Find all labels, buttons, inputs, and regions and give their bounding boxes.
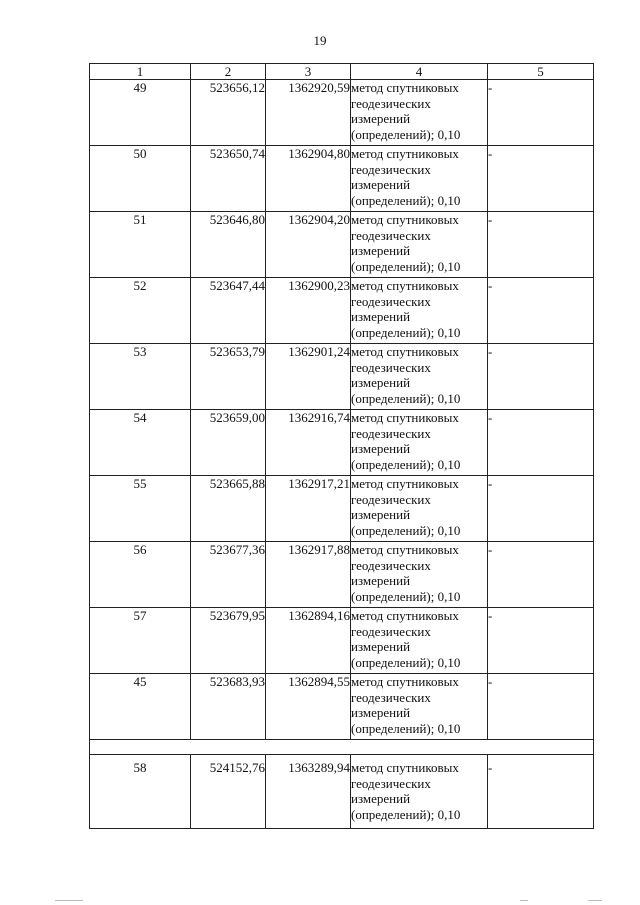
method-line: геодезических (351, 557, 431, 573)
method-line: метод спутниковых (351, 146, 459, 161)
x-coordinate-cell: 523653,79 (191, 344, 266, 410)
method-line: измерений (351, 507, 411, 522)
method-cell (351, 542, 488, 608)
method-line: (определений); 0,10 (351, 390, 461, 406)
method-line: геодезических (351, 95, 431, 111)
method-line: геодезических (351, 491, 431, 507)
point-number-cell: 49 (90, 80, 191, 146)
x-coordinate-cell: 524152,76 (191, 755, 266, 829)
point-number-cell: 53 (90, 344, 191, 410)
method-line: измерений (351, 375, 411, 390)
y-coordinate-cell: 1363289,94 (266, 755, 351, 829)
y-coordinate-cell: 1362917,21 (266, 476, 351, 542)
method-line: (определений); 0,10 (351, 192, 461, 208)
point-number-cell: 51 (90, 212, 191, 278)
point-number-cell: 58 (90, 755, 191, 829)
method-cell (351, 146, 488, 212)
table-body (90, 80, 594, 829)
method-line: измерений (351, 111, 411, 126)
x-coordinate-cell: 523665,88 (191, 476, 266, 542)
note-cell: - (488, 212, 594, 278)
method-cell (351, 212, 488, 278)
point-number-cell: 50 (90, 146, 191, 212)
table-row (90, 278, 594, 344)
note-cell: - (488, 410, 594, 476)
method-line: измерений (351, 441, 411, 456)
x-coordinate-cell: 523656,12 (191, 80, 266, 146)
method-line: (определений); 0,10 (351, 806, 461, 822)
method-line: метод спутниковых (351, 278, 459, 293)
table-row (90, 212, 594, 278)
y-coordinate-cell: 1362894,55 (266, 674, 351, 740)
method-line: метод спутниковых (351, 542, 459, 557)
point-number-cell: 54 (90, 410, 191, 476)
method-cell (351, 410, 488, 476)
table-row (90, 410, 594, 476)
method-cell (351, 755, 488, 829)
point-number-cell: 57 (90, 608, 191, 674)
method-line: геодезических (351, 227, 431, 243)
x-coordinate-cell: 523646,80 (191, 212, 266, 278)
x-coordinate-cell: 523677,36 (191, 542, 266, 608)
x-coordinate-cell: 523647,44 (191, 278, 266, 344)
y-coordinate-cell: 1362904,80 (266, 146, 351, 212)
method-cell (351, 80, 488, 146)
table-row (90, 674, 594, 740)
y-coordinate-cell: 1362917,88 (266, 542, 351, 608)
table-row (90, 80, 594, 146)
note-cell: - (488, 755, 594, 829)
method-cell (351, 476, 488, 542)
note-cell: - (488, 344, 594, 410)
note-cell: - (488, 146, 594, 212)
point-number-cell: 56 (90, 542, 191, 608)
table-row (90, 476, 594, 542)
table-row (90, 146, 594, 212)
method-line: (определений); 0,10 (351, 324, 461, 340)
method-line: метод спутниковых (351, 476, 459, 491)
y-coordinate-cell: 1362894,16 (266, 608, 351, 674)
table-header-row (90, 64, 594, 80)
note-cell: - (488, 80, 594, 146)
scan-footer-marks (0, 896, 640, 905)
y-coordinate-cell: 1362916,74 (266, 410, 351, 476)
method-cell (351, 278, 488, 344)
method-line: метод спутниковых (351, 410, 459, 425)
method-line: метод спутниковых (351, 760, 459, 775)
header-col-5: 5 (488, 64, 594, 80)
method-line: геодезических (351, 425, 431, 441)
method-line: измерений (351, 705, 411, 720)
table-row (90, 608, 594, 674)
method-line: (определений); 0,10 (351, 654, 461, 670)
method-line: измерений (351, 573, 411, 588)
method-cell (351, 344, 488, 410)
x-coordinate-cell: 523659,00 (191, 410, 266, 476)
method-line: метод спутниковых (351, 344, 459, 359)
method-line: (определений); 0,10 (351, 588, 461, 604)
point-number-cell: 52 (90, 278, 191, 344)
method-line: геодезических (351, 623, 431, 639)
method-line: измерений (351, 243, 411, 258)
method-cell (351, 608, 488, 674)
method-line: метод спутниковых (351, 608, 459, 623)
note-cell: - (488, 542, 594, 608)
y-coordinate-cell: 1362920,59 (266, 80, 351, 146)
method-line: геодезических (351, 293, 431, 309)
method-line: (определений); 0,10 (351, 456, 461, 472)
method-line: метод спутниковых (351, 212, 459, 227)
x-coordinate-cell: 523683,93 (191, 674, 266, 740)
method-line: (определений); 0,10 (351, 720, 461, 736)
coordinates-table (89, 63, 594, 829)
x-coordinate-cell: 523650,74 (191, 146, 266, 212)
method-line: метод спутниковых (351, 674, 459, 689)
method-line: (определений); 0,10 (351, 258, 461, 274)
method-line: (определений); 0,10 (351, 522, 461, 538)
method-line: геодезических (351, 359, 431, 375)
table-row (90, 542, 594, 608)
note-cell: - (488, 476, 594, 542)
point-number-cell: 45 (90, 674, 191, 740)
note-cell: - (488, 674, 594, 740)
table-row (90, 755, 594, 829)
method-cell (351, 674, 488, 740)
method-line: (определений); 0,10 (351, 126, 461, 142)
page-number: 19 (313, 33, 327, 48)
method-line: измерений (351, 639, 411, 654)
note-cell: - (488, 608, 594, 674)
separator-row (90, 740, 594, 755)
y-coordinate-cell: 1362904,20 (266, 212, 351, 278)
table-row (90, 344, 594, 410)
y-coordinate-cell: 1362900,23 (266, 278, 351, 344)
method-line: геодезических (351, 775, 431, 791)
header-col-4: 4 (351, 64, 488, 80)
method-line: геодезических (351, 689, 431, 705)
point-number-cell: 55 (90, 476, 191, 542)
note-cell: - (488, 278, 594, 344)
x-coordinate-cell: 523679,95 (191, 608, 266, 674)
method-line: измерений (351, 177, 411, 192)
header-col-2: 2 (191, 64, 266, 80)
y-coordinate-cell: 1362901,24 (266, 344, 351, 410)
header-col-3: 3 (266, 64, 351, 80)
header-col-1: 1 (90, 64, 191, 80)
method-line: геодезических (351, 161, 431, 177)
method-line: метод спутниковых (351, 80, 459, 95)
method-line: измерений (351, 309, 411, 324)
method-line: измерений (351, 791, 411, 806)
separator-cell (90, 740, 594, 755)
